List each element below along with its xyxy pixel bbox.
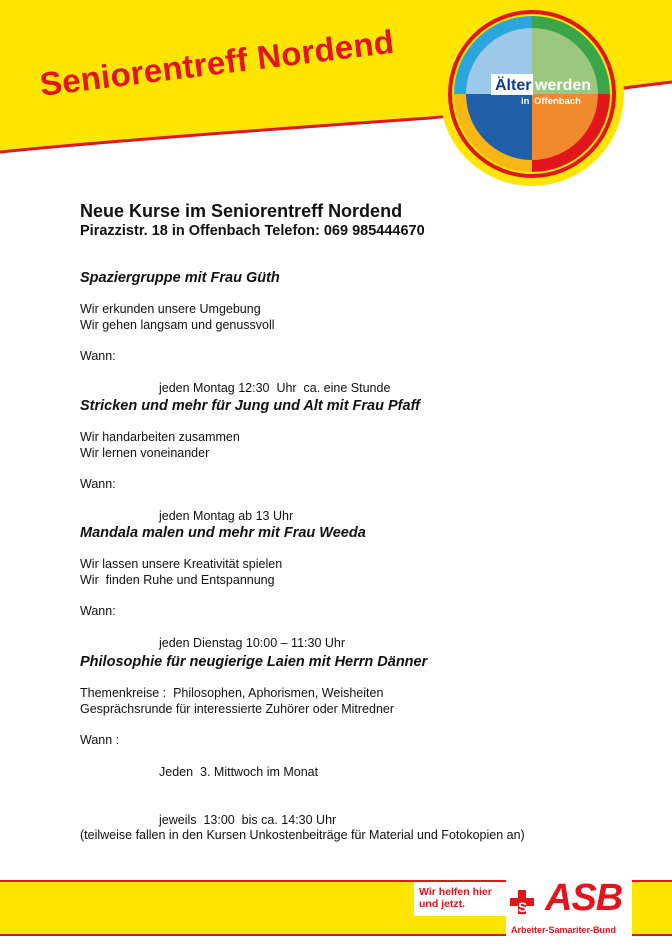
banner-title: Seniorentreff Nordend xyxy=(37,22,397,103)
course-title: Mandala malen und mehr mit Frau Weeda xyxy=(80,525,366,541)
intro xyxy=(80,200,600,240)
when-value: jeden Dienstag 10:00 – 11:30 Uhr xyxy=(159,636,346,650)
logo-word-city: Offenbach xyxy=(534,96,581,107)
course-line: Wir handarbeiten zusammen xyxy=(80,430,240,444)
logo-word-alter: Älter xyxy=(495,77,532,94)
course-title: Stricken und mehr für Jung und Alt mit Frau Pfaff xyxy=(80,398,420,414)
when-value: jeweils 13:00 bis ca. 14:30 Uhr xyxy=(159,813,337,827)
course-line: Gesprächsrunde für interessierte Zuhörer oder Mitredner xyxy=(80,702,395,716)
when-label: Wann: xyxy=(80,604,116,618)
svg-text:S: S xyxy=(518,899,528,915)
footnote: (teilweise fallen in den Kursen Unkostenbeiträge für Material und Fotokopien an) xyxy=(80,828,525,842)
course-title: Philosophie für neugierige Laien mit Herrn Dänner xyxy=(80,654,428,670)
when-value: jeden Montag ab 13 Uhr xyxy=(159,509,294,523)
course-line: Wir lassen unsere Kreativität spielen xyxy=(80,557,283,571)
intro-address: Pirazzistr. 18 in Offenbach Telefon: 069 985444670 xyxy=(80,223,425,239)
course-line: Wir lernen voneinander xyxy=(80,446,210,460)
course-line: Wir gehen langsam und genussvoll xyxy=(80,318,275,332)
when-value: jeden Montag 12:30 Uhr ca. eine Stunde xyxy=(159,381,391,395)
logo-circle xyxy=(440,2,624,186)
course-title: Spaziergruppe mit Frau Güth xyxy=(80,270,280,286)
intro-heading: Neue Kurse im Seniorentreff Nordend xyxy=(80,201,403,221)
when-label: Wann: xyxy=(80,349,116,363)
logo-word-werden: werden xyxy=(535,77,592,94)
asb-organization-name: Arbeiter-Samariter-Bund xyxy=(511,925,617,935)
course-line: Wir erkunden unsere Umgebung xyxy=(80,302,261,316)
course-line: Themenkreise : Philosophen, Aphorismen, Weisheiten xyxy=(80,686,384,700)
when-label: Wann : xyxy=(80,733,120,747)
when-value: Jeden 3. Mittwoch im Monat xyxy=(159,765,319,779)
footer-slogan: Wir helfen hier und jetzt. xyxy=(419,886,492,910)
course-line: Wir finden Ruhe und Entspannung xyxy=(80,573,275,587)
when-label: Wann: xyxy=(80,477,116,491)
logo-word-in: in xyxy=(521,96,530,107)
asb-logo-text: ASB xyxy=(545,877,623,919)
